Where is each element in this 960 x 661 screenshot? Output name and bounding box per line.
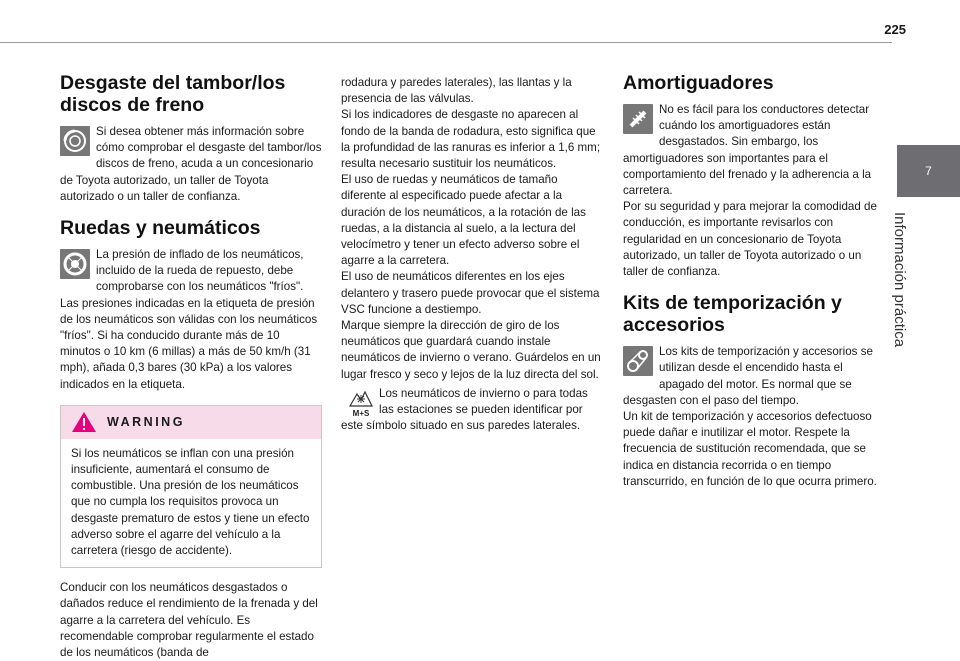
tyres-pressure-text: Las presiones indicadas en la etiqueta de presión de los neumáticos son válidas con los neumáticos "fríos". Si ha conducido durante más de 10 minutos o 10 km (6 millas) a más de 50 km/h (31 mph), añada 0,3 bares (30 kPa) a los valores indicados en la etiqueta. xyxy=(60,296,318,391)
tyres-heading: Ruedas y neumáticos xyxy=(60,217,261,240)
page-number: 225 xyxy=(884,22,906,37)
axle-tyres-text: El uso de neumáticos diferentes en los ejes delantero y trasero puede provocar que el sistema VSC funcione a destiempo. xyxy=(341,270,600,316)
shock-absorber-icon xyxy=(623,104,653,134)
tyre-icon xyxy=(60,249,90,279)
warning-text: Si los neumáticos se inflan con una presión insuficiente, aumentará el consumo de combustible. Una presión de los neumáticos que no cumpla los requisitos provoca un desgaste prematuro de estos y tiene un efecto adverso sobre el agarre del vehículo a la carretera (riesgo de accidente). xyxy=(71,446,310,558)
snowflake-mountain-icon xyxy=(347,386,375,418)
rotation-storage-text: Marque siempre la dirección de giro de los neumáticos que guardará cuando instale neumáticos de invierno o verano. Guárdelos en un lugar fresco y seco y lejos de la luz directa del sol. xyxy=(341,319,601,381)
warning-title: WARNING xyxy=(107,415,185,430)
brakes-paragraph: Si desea obtener más información sobre cómo comprobar el desgaste del tambor/los discos de freno, acuda a un concesionario de Toyota autorizado, un taller de Toyota autorizado o un taller de confianza. xyxy=(60,125,322,203)
tyres-paragraph: La presión de inflado de los neumáticos, incluido de la rueda de repuesto, debe comprobarse con los neumáticos "fríos". xyxy=(60,247,322,296)
column-right xyxy=(623,72,885,490)
timing-paragraph: Los kits de temporización y accesorios se utilizan desde el encendido hasta el apagado del motor. Es normal que se desgasten con el paso del tiempo. xyxy=(623,345,873,407)
brake-disc-icon xyxy=(60,126,90,156)
wear-indicator-text: Si los indicadores de desgaste no aparecen al fondo de la banda de rodadura, esto significa que la profundidad de las ranuras es inferior a 1,6 mm; resulta necesario sustituir los neumáticos. xyxy=(341,108,601,171)
worn-tyres-text: Conducir con los neumáticos desgastados o dañados reduce el rendimiento de la frenada y del agarre a la carretera del vehículo. Es recomendable comprobar regularmente el estado de los neumáticos (banda de xyxy=(60,581,318,660)
tyre-check-text: rodadura y paredes laterales), las llantas y la presencia de las válvulas. xyxy=(341,76,572,106)
chapter-label: Información práctica xyxy=(891,212,908,348)
chapter-tab[interactable]: 7 xyxy=(897,145,960,197)
winter-tyres-paragraph: M+S Los neumáticos de invierno o para todas las estaciones se pueden identificar por este símbolo situado en sus paredes laterales. xyxy=(341,386,588,433)
shocks-paragraph: No es fácil para los conductores detectar cuándo los amortiguadores están desgastados. Sin embargo, los amortiguadores son importantes para el comportamiento del frenado y la adherencia a la carretera. xyxy=(623,103,872,198)
warning-header xyxy=(61,406,321,439)
warning-triangle-icon xyxy=(71,411,97,433)
shocks-service-text: Por su seguridad y para mejorar la comodidad de conducción, es importante revisarlos con regularidad en un concesionario de Toyota autorizado, un taller de Toyota autorizado o un taller de confianza. xyxy=(623,200,877,279)
tyre-size-text: El uso de ruedas y neumáticos de tamaño diferente al especificado puede afectar a la duración de los neumáticos, a la rotación de las ruedas, a la distancia al suelo, a la lectura del velocímetro y tener un efecto adverso sobre el agarre a la carretera. xyxy=(341,173,586,268)
warning-box xyxy=(60,405,322,568)
column-middle xyxy=(341,75,603,434)
header-divider xyxy=(0,42,892,43)
shocks-heading: Amortiguadores xyxy=(623,72,774,94)
column-left xyxy=(60,72,322,661)
timing-belt-icon xyxy=(623,346,653,376)
timing-replacement-text: Un kit de temporización y accesorios defectuoso puede dañar e inutilizar el motor. Respete la frecuencia de sustitución recomendada, que se indica en distancia recorrida o en tiempo transcurrido, en función de lo que ocurra primero. xyxy=(623,410,877,488)
timing-heading: Kits de temporización y accesorios xyxy=(623,292,842,337)
brakes-heading: Desgaste del tambor/los discos de freno xyxy=(60,72,286,116)
svg-text:M+S: M+S xyxy=(352,408,370,418)
